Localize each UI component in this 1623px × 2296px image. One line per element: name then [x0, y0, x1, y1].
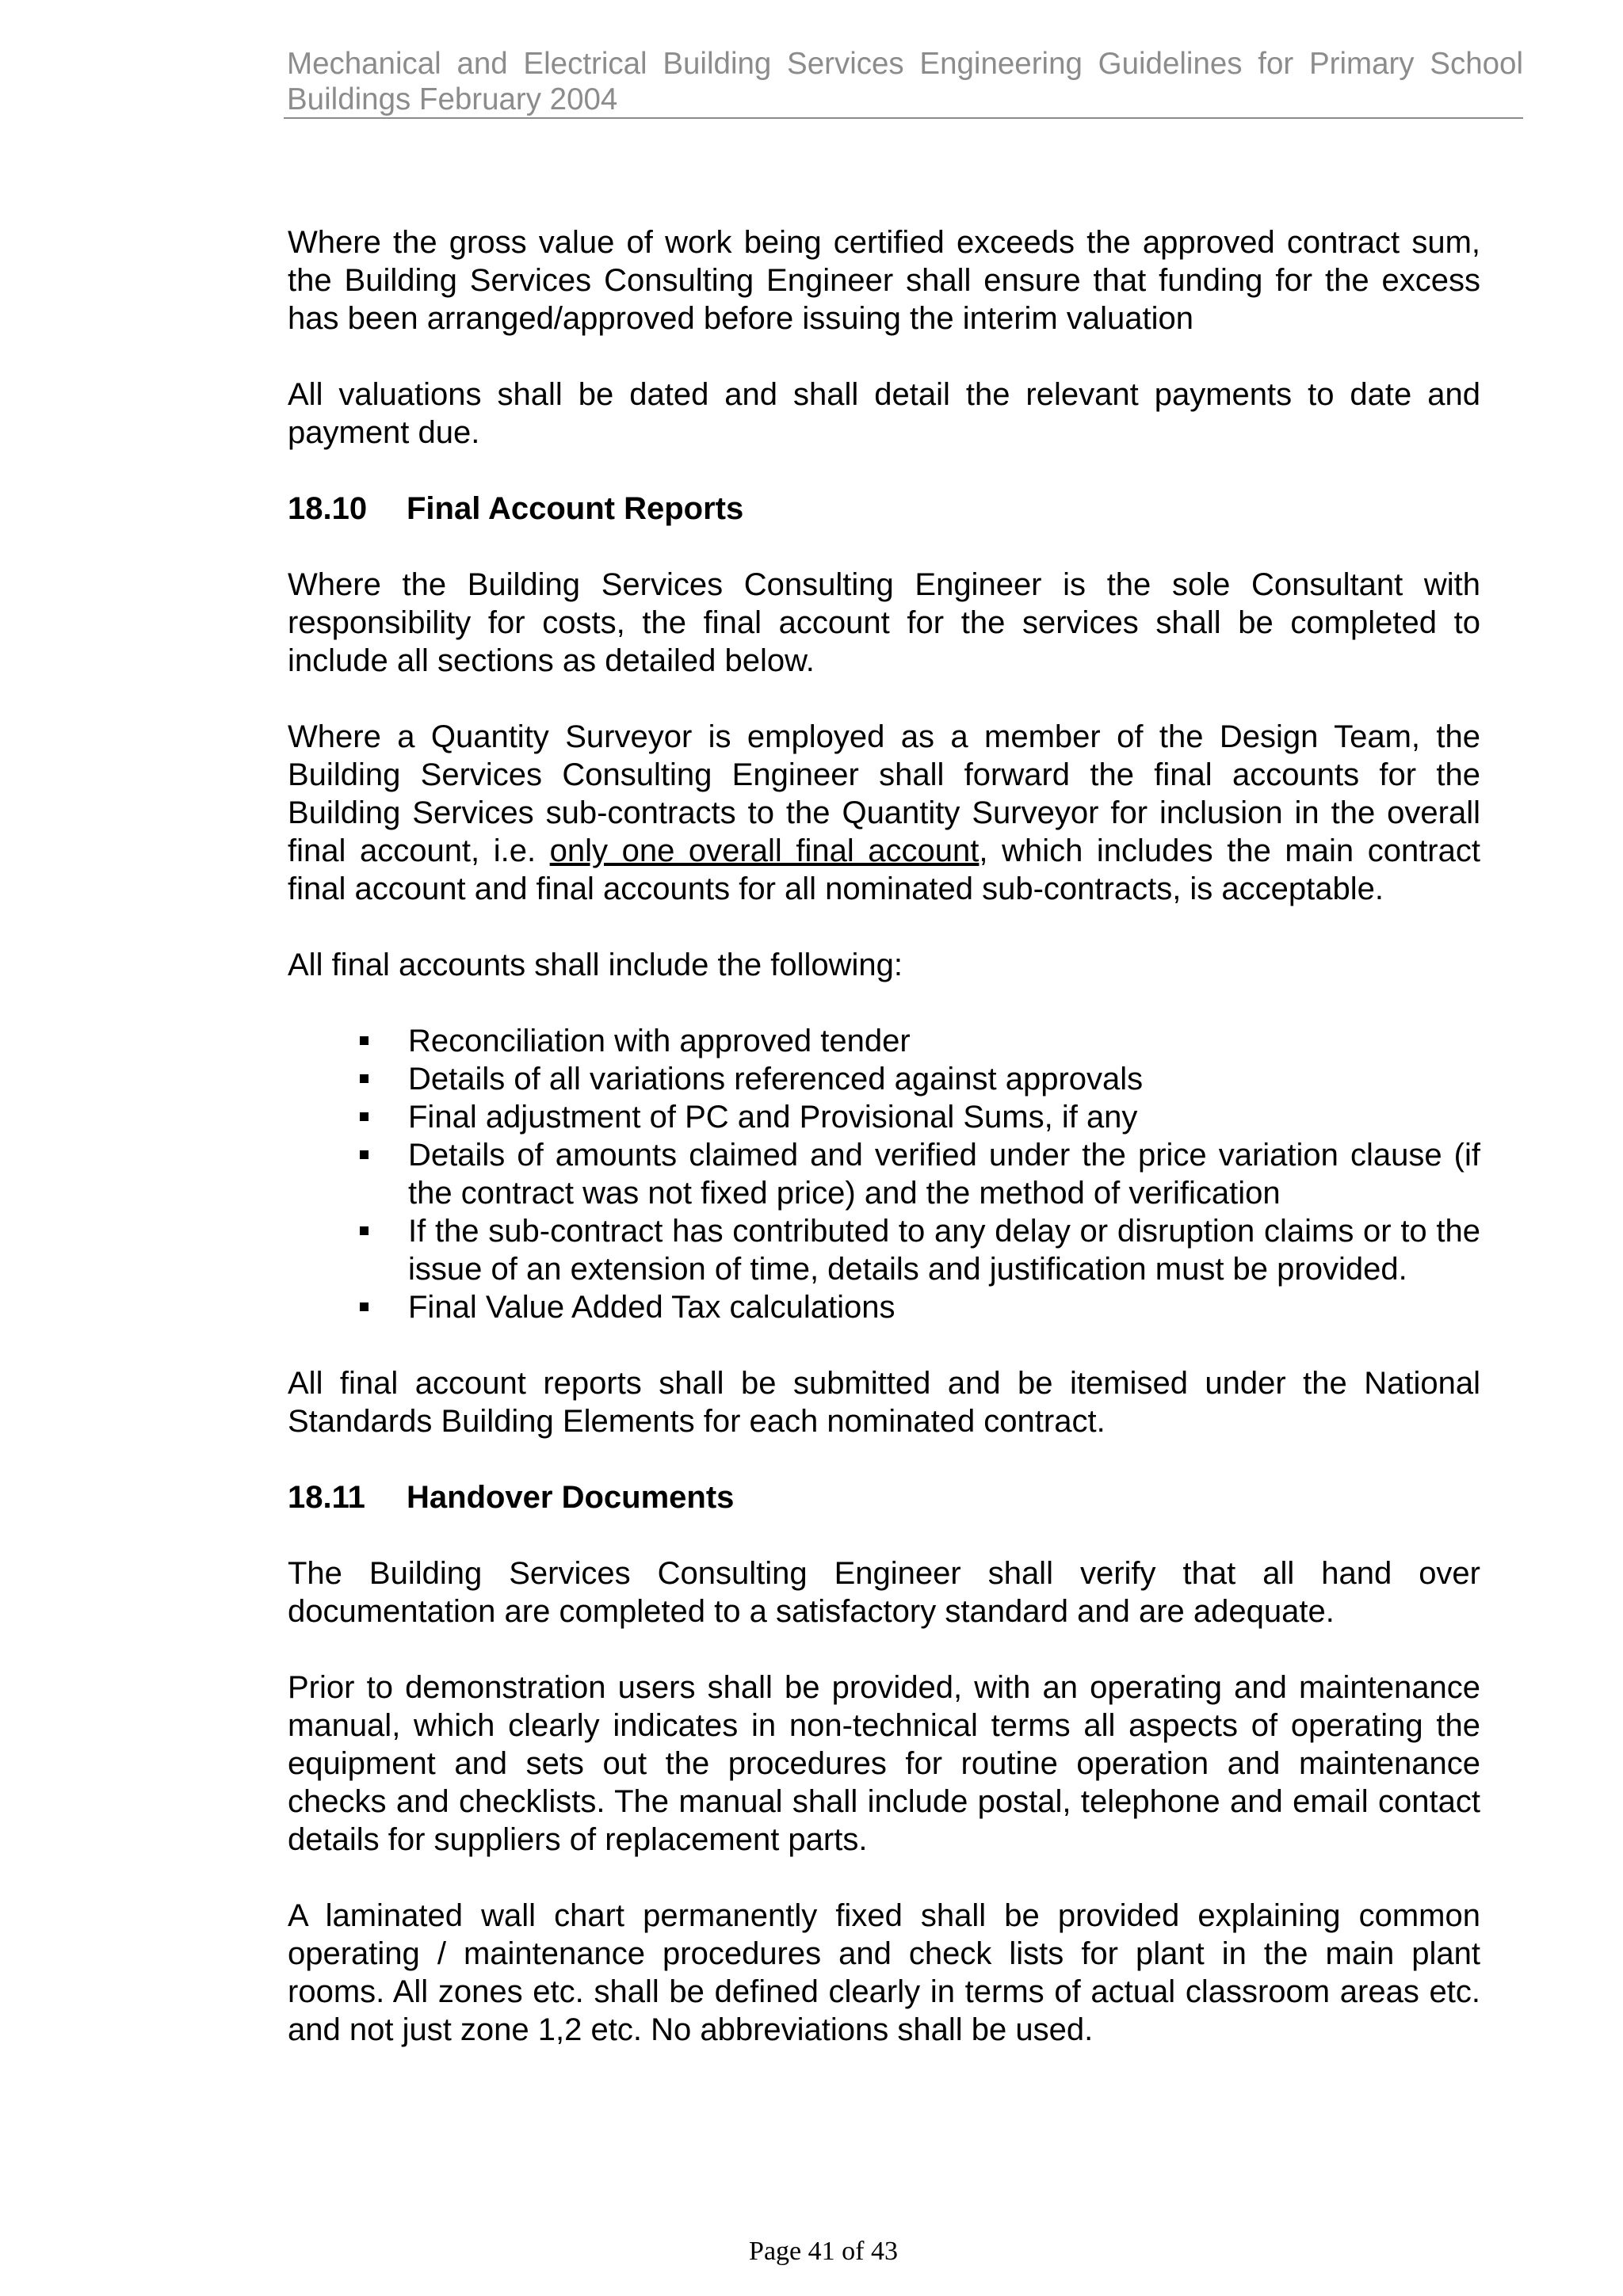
section-title: Final Account Reports — [407, 491, 744, 526]
paragraph-text: Where a Quantity Surveyor is employed as a member of the Design Team, the Building Services Consulting Engineer shall forward the final accounts for the Building Services sub-contracts to the Quantity Surveyor for inclusion in the overall final account, i.e. — [288, 719, 1480, 868]
section-heading-final-account-reports — [288, 490, 1480, 528]
paragraph-gross-value: Where the gross value of work being certified exceeds the approved contract sum, the Building Services Consulting Engineer shall ensure that funding for the excess has been arranged/approved before issuing the interim valuation — [288, 225, 1480, 336]
list-item: Final adjustment of PC and Provisional Sums, if any — [288, 1098, 1480, 1136]
list-item: Details of amounts claimed and verified under the price variation clause (if the contract was not fixed price) and the method of verification — [288, 1136, 1480, 1212]
paragraph-sole-consultant: Where the Building Services Consulting Engineer is the sole Consultant with responsibility for costs, the final account for the services shall be completed to include all sections as detailed below. — [288, 567, 1480, 678]
paragraph-wall-chart: A laminated wall chart permanently fixed shall be provided explaining common operating / maintenance procedures and check lists for plant in the main plant rooms. All zones etc. shall be defined clearly in terms of actual classroom areas etc. and not just zone 1,2 etc. No abbreviations shall be used. — [288, 1898, 1480, 2047]
header-divider — [284, 117, 1523, 119]
list-item: If the sub-contract has contributed to any delay or disruption claims or to the issue of an extension of time, details and justification must be provided. — [288, 1212, 1480, 1288]
running-header: Mechanical and Electrical Building Services Engineering Guidelines for Primary School Buildings February 2004 — [287, 47, 1523, 116]
paragraph-verify-documentation: The Building Services Consulting Engineer shall verify that all hand over documentation are completed to a satisfactory standard and are adequate. — [288, 1556, 1480, 1629]
paragraph-valuations: All valuations shall be dated and shall detail the relevant payments to date and payment due. — [288, 377, 1480, 450]
section-heading-handover-documents — [288, 1478, 1480, 1516]
section-number: 18.11 — [288, 1480, 365, 1515]
underlined-phrase: only one overall final account — [549, 833, 980, 868]
paragraph-quantity-surveyor — [288, 718, 1480, 908]
list-item: Final Value Added Tax calculations — [288, 1288, 1480, 1326]
paragraph-text: , which includes the main contract final account and final accounts for all nominated sub-contracts, is acceptable. — [288, 833, 1480, 906]
paragraph-operating-manual: Prior to demonstration users shall be provided, with an operating and maintenance manual, which clearly indicates in non-technical terms all aspects of operating the equipment and sets out the procedures for routine operation and maintenance checks and checklists. The manual shall include postal, telephone and email contact details for suppliers of replacement parts. — [288, 1670, 1480, 1857]
list-item: Details of all variations referenced against approvals — [288, 1060, 1480, 1098]
paragraph-final-accounts-include: All final accounts shall include the following: — [288, 948, 903, 982]
paragraph-final-account-reports: All final account reports shall be submitted and be itemised under the National Standards Building Elements for each nominated contract. — [288, 1366, 1480, 1439]
list-item: Reconciliation with approved tender — [288, 1022, 1480, 1060]
final-account-requirements-list — [288, 1022, 1480, 1326]
section-number: 18.10 — [288, 491, 368, 526]
page-number: Page 41 of 43 — [749, 2237, 898, 2266]
section-title: Handover Documents — [407, 1480, 735, 1515]
page-body — [288, 223, 1480, 2087]
